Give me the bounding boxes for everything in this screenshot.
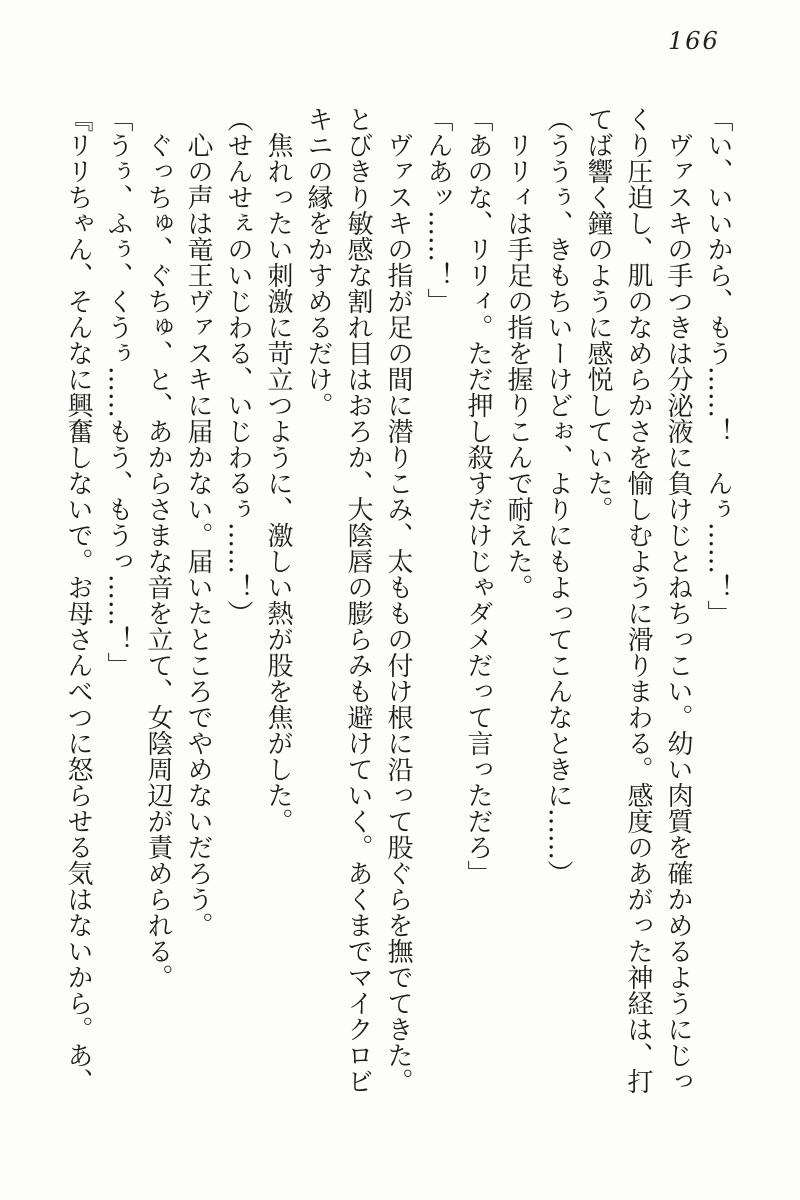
text-line: リリィは手足の指を握りこんで耐えた。 xyxy=(503,106,533,600)
text-line: 心の声は竜王ヴァスキに届かない。届いたところでやめないだろう。 xyxy=(183,106,213,938)
text-line: くり圧迫し、肌のなめらかさを愉しむように滑りまわる。感度のあがった神経は、打 xyxy=(623,106,653,1094)
text-line: （ううぅ、きもちいーけどぉ、よりにもよってこんなときに……） xyxy=(543,106,573,886)
text-line: てば響く鐘のように感悦していた。 xyxy=(583,106,613,522)
text-line: 「い、いいから、もう……！ んぅ……！」 xyxy=(703,106,733,626)
text-line: ヴァスキの指が足の間に潜りこみ、太ももの付け根に沿って股ぐらを撫でてきた。 xyxy=(383,106,413,1094)
text-line: 焦れったい刺激に苛立つように、激しい熱が股を焦がした。 xyxy=(263,106,293,834)
text-line: 「んあッ……！」 xyxy=(423,106,453,314)
text-line: （せんせぇのいじわる、いじわるぅ……！） xyxy=(223,106,253,626)
text-line: キニの縁をかすめるだけ。 xyxy=(303,106,333,418)
page-number: 166 xyxy=(668,27,720,55)
text-line: 「うぅ、ふぅ、くうぅ……もう、もうっ……！」 xyxy=(103,106,133,678)
text-line: ヴァスキの手つきは分泌液に負けじとねちっこい。幼い肉質を確かめるようにじっ xyxy=(663,106,693,1094)
main-text xyxy=(48,106,738,1102)
text-line: ぐっちゅ、ぐちゅ、と、あからさまな音を立て、女陰周辺が責められる。 xyxy=(143,106,173,990)
text-line: 『リリちゃん、そんなに興奮しないで。お母さんべつに怒らせる気はないから。あ、 xyxy=(63,106,93,1094)
text-line: 「あのな、リリィ。ただ押し殺すだけじゃダメだって言っただろ」 xyxy=(463,106,493,886)
text-line: とびきり敏感な割れ目はおろか、大陰唇の膨らみも避けていく。あくまでマイクロビ xyxy=(343,106,373,1094)
